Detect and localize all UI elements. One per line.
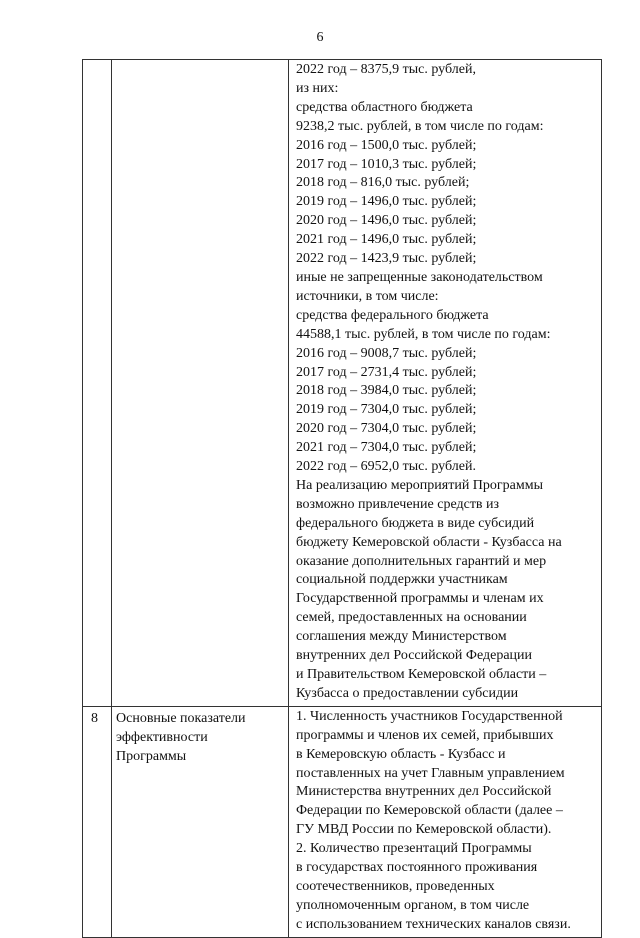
parameter-value-line: бюджету Кемеровской области - Кузбасса на (296, 534, 562, 550)
parameter-value-line: Федерации по Кемеровской области (далее – (296, 803, 563, 819)
parameter-value-line: с использованием технических каналов связи. (296, 916, 571, 932)
row-number (83, 60, 111, 63)
parameter-value-line: средства областного бюджета (296, 99, 473, 115)
parameter-value-line: источники, в том числе: (296, 288, 439, 304)
parameter-value-line: ГУ МВД России по Кемеровской области). (296, 822, 552, 838)
parameter-value-line: федерального бюджета в виде субсидий (296, 515, 535, 531)
parameter-value-line: внутренних дел Российской Федерации (296, 648, 533, 664)
table-row (83, 706, 602, 937)
parameter-value-line: Министерства внутренних дел Российской (296, 784, 552, 800)
parameter-value-line: 2018 год – 3984,0 тыс. рублей; (296, 383, 477, 399)
parameter-value-line: поставленных на учет Главным управлением (296, 765, 565, 781)
parameter-value-line: 2. Количество презентаций Программы (296, 841, 532, 857)
parameter-value-line: в государствах постоянного проживания (296, 860, 538, 876)
parameter-value-line: соотечественников, проведенных (296, 878, 495, 894)
parameter-name-line: Основные показатели (116, 710, 246, 726)
parameter-value-line: 44588,1 тыс. рублей, в том числе по годам: (296, 326, 551, 342)
parameter-value-line: соглашения между Министерством (296, 629, 507, 645)
parameter-value-line: возможно привлечение средств из (296, 496, 500, 512)
table-row (83, 60, 602, 707)
parameter-value-cell (289, 60, 602, 707)
parameter-value-line: социальной поддержки участникам (296, 572, 508, 588)
parameter-value-line: 2019 год – 1496,0 тыс. рублей; (296, 194, 477, 210)
parameter-value-line: Кузбасса о предоставлении субсидии (296, 685, 519, 701)
parameter-value-line: в Кемеровскую область - Кузбасс и (296, 746, 506, 762)
parameter-value-line: На реализацию мероприятий Программы (296, 477, 544, 493)
row-number-cell (83, 60, 112, 707)
parameter-value-line: 2021 год – 7304,0 тыс. рублей; (296, 440, 477, 456)
parameter-value-line: 2016 год – 1500,0 тыс. рублей; (296, 137, 477, 153)
parameter-name-line: эффективности (116, 729, 208, 745)
parameter-value-line: программы и членов их семей, прибывших (296, 727, 554, 743)
row-number: 8 (91, 710, 98, 726)
parameter-value-line: 2022 год – 8375,9 тыс. рублей, (296, 62, 476, 77)
parameter-value-line: 2022 год – 1423,9 тыс. рублей; (296, 251, 477, 267)
program-passport-table (82, 59, 602, 938)
parameter-value-line: 2019 год – 7304,0 тыс. рублей; (296, 402, 477, 418)
parameter-value-line: средства федерального бюджета (296, 307, 489, 323)
parameter-value-cell (289, 706, 602, 937)
parameter-value-line: 2022 год – 6952,0 тыс. рублей. (296, 459, 476, 475)
parameter-value-line: 1. Численность участников Государственной (296, 708, 563, 724)
parameter-value-line: семей, предоставленных на основании (296, 610, 527, 626)
parameter-value-line: 2017 год – 2731,4 тыс. рублей; (296, 364, 477, 380)
parameter-value-line: иные не запрещенные законодательством (296, 269, 543, 285)
parameter-value-line: 2018 год – 816,0 тыс. рублей; (296, 175, 470, 191)
parameter-value-line: 2020 год – 7304,0 тыс. рублей; (296, 421, 477, 437)
parameter-name-cell (112, 706, 289, 937)
parameter-value-line: и Правительством Кемеровской области – (296, 667, 547, 682)
parameter-name-cell (112, 60, 289, 707)
parameter-value-line: оказание дополнительных гарантий и мер (296, 553, 547, 569)
parameter-value-line: 2016 год – 9008,7 тыс. рублей; (296, 345, 477, 361)
parameter-value-line: Государственной программы и членам их (296, 591, 544, 607)
parameter-value-line: уполномоченным органом, в том числе (296, 897, 530, 913)
parameter-value-line: из них: (296, 80, 339, 96)
page-number: 6 (316, 30, 324, 45)
row-number-cell (83, 706, 112, 937)
parameter-name-line: Программы (116, 748, 187, 764)
parameter-value-line: 2017 год – 1010,3 тыс. рублей; (296, 156, 477, 172)
parameter-value-line: 9238,2 тыс. рублей, в том числе по годам: (296, 118, 544, 134)
parameter-value-line: 2021 год – 1496,0 тыс. рублей; (296, 232, 477, 248)
parameter-value-line: 2020 год – 1496,0 тыс. рублей; (296, 213, 477, 229)
